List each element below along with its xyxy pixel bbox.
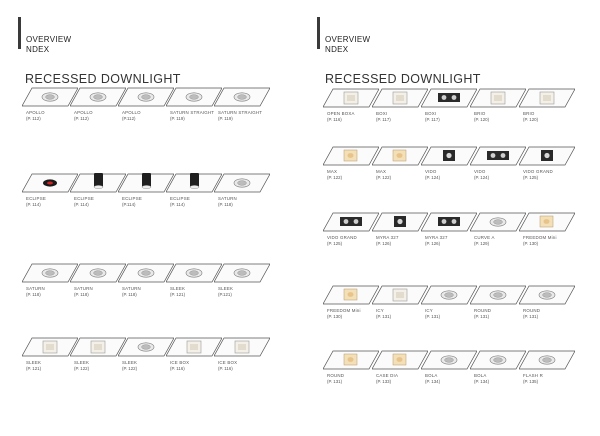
product-page-ref: (P. 116) xyxy=(218,366,233,371)
product-name: APOLLO xyxy=(74,110,93,115)
product-name: ICY xyxy=(425,308,433,313)
product-tile[interactable] xyxy=(421,145,477,185)
product-page-ref: (P.114) xyxy=(122,202,136,207)
product-page-ref: (P. 131) xyxy=(425,314,441,319)
product-name: MAX xyxy=(376,169,387,174)
header-bar xyxy=(317,17,320,49)
product-name: ECLIPSE xyxy=(74,196,94,201)
product-page-ref: (P. 116) xyxy=(327,117,342,122)
product-page-ref: (P. 118) xyxy=(218,202,233,207)
product-name: SATURN xyxy=(218,196,237,201)
product-page-ref: (P. 125) xyxy=(327,241,343,246)
product-name: BOXI xyxy=(425,111,437,116)
header-bar xyxy=(18,17,21,49)
product-name: VIDO xyxy=(425,169,437,174)
product-name: BRIO xyxy=(523,111,535,116)
product-tile[interactable] xyxy=(519,145,575,185)
product-page-ref: (P. 131) xyxy=(474,314,490,319)
product-name: CASE DIA xyxy=(376,373,399,378)
product-name: MYRA 327 xyxy=(376,235,399,240)
product-page-ref: (P. 126) xyxy=(425,241,441,246)
product-tile[interactable] xyxy=(421,87,477,127)
product-page-ref: (P. 124) xyxy=(474,175,490,180)
product-tile[interactable] xyxy=(519,284,575,324)
product-tile[interactable] xyxy=(421,349,477,389)
product-page-ref: (P. 114) xyxy=(74,202,89,207)
product-tile[interactable] xyxy=(372,349,428,389)
product-page-ref: (P. 112) xyxy=(74,116,89,121)
product-page-ref: (P.121) xyxy=(218,292,232,297)
product-name: VIDO GRAND xyxy=(327,235,357,240)
product-page-ref: (P. 117) xyxy=(425,117,440,122)
product-name: SATURN xyxy=(122,286,141,291)
product-tile[interactable] xyxy=(323,211,379,251)
product-name: ROUND xyxy=(327,373,345,378)
product-name: BRIO xyxy=(474,111,486,116)
product-name: SATURN xyxy=(26,286,45,291)
product-tile[interactable] xyxy=(214,172,270,212)
product-page-ref: (P. 126) xyxy=(376,241,392,246)
product-tile[interactable] xyxy=(470,284,526,324)
product-tile[interactable] xyxy=(323,87,379,127)
product-name: MAX xyxy=(327,169,338,174)
product-tile[interactable] xyxy=(214,86,270,126)
product-name: ECLIPSE xyxy=(26,196,46,201)
product-name: FREEDOM Mini xyxy=(523,235,557,240)
product-tile[interactable] xyxy=(323,284,379,324)
product-name: BOXI xyxy=(376,111,388,116)
product-tile[interactable] xyxy=(372,211,428,251)
product-tile[interactable] xyxy=(421,211,477,251)
product-tile[interactable] xyxy=(519,211,575,251)
product-page-ref: (P. 129) xyxy=(474,241,490,246)
product-page-ref: (P. 121) xyxy=(170,292,186,297)
product-name: ROUND xyxy=(523,308,541,313)
product-page-ref: (P. 118) xyxy=(122,292,137,297)
product-name: APOLLO xyxy=(122,110,141,115)
product-name: FLASH R xyxy=(523,373,543,378)
product-name: ECLIPSE xyxy=(122,196,142,201)
header-overview: OVERVIEW xyxy=(325,35,371,44)
product-page-ref: (P. 118) xyxy=(74,292,89,297)
product-name: SATURN STRAIGHT xyxy=(218,110,263,115)
product-page-ref: (P. 112) xyxy=(26,116,41,121)
product-tile[interactable] xyxy=(470,349,526,389)
product-name: SATURN STRAIGHT xyxy=(170,110,215,115)
product-tile[interactable] xyxy=(214,336,270,376)
product-tile[interactable] xyxy=(470,211,526,251)
product-page-ref: (P. 116) xyxy=(170,366,185,371)
product-name: SATURN xyxy=(74,286,93,291)
product-page-ref: (P. 135) xyxy=(523,379,539,384)
product-name: SLEEK xyxy=(26,360,42,365)
product-page-ref: (P. 131) xyxy=(523,314,539,319)
product-name: ROUND xyxy=(474,308,492,313)
product-name: VIDO xyxy=(474,169,486,174)
product-page-ref: (P. 130) xyxy=(523,241,539,246)
product-page-ref: (P. 120) xyxy=(523,117,539,122)
product-tile[interactable] xyxy=(519,87,575,127)
product-page-ref: (P. 117) xyxy=(376,117,391,122)
product-name: OPEN BOXA xyxy=(327,111,355,116)
product-tile[interactable] xyxy=(214,262,270,302)
product-page-ref: (P. 125) xyxy=(523,175,539,180)
product-tile[interactable] xyxy=(323,145,379,185)
product-name: SLEEK xyxy=(170,286,186,291)
section-title: RECESSED DOWNLIGHT xyxy=(25,72,181,86)
product-tile[interactable] xyxy=(323,349,379,389)
product-name: BOLA xyxy=(474,373,487,378)
product-name: ICY xyxy=(376,308,384,313)
product-page-ref: (P. 131) xyxy=(376,314,392,319)
product-page-ref: (P. 122) xyxy=(122,366,138,371)
product-tile[interactable] xyxy=(519,349,575,389)
right-page xyxy=(300,0,600,436)
product-page-ref: (P. 114) xyxy=(26,202,41,207)
product-tile[interactable] xyxy=(372,145,428,185)
product-page-ref: (P. 134) xyxy=(474,379,490,384)
product-page-ref: (P. 124) xyxy=(425,175,441,180)
product-name: SLEEK xyxy=(74,360,90,365)
product-name: VIDO GRAND xyxy=(523,169,553,174)
product-page-ref: (P. 114) xyxy=(170,202,185,207)
product-name: ICE BOX xyxy=(170,360,190,365)
product-tile[interactable] xyxy=(421,284,477,324)
header-index: NDEX xyxy=(325,45,349,54)
product-page-ref: (P.112) xyxy=(122,116,136,121)
product-page-ref: (P. 119) xyxy=(218,116,233,121)
product-page-ref: (P. 133) xyxy=(376,379,392,384)
product-name: ECLIPSE xyxy=(170,196,190,201)
product-page-ref: (P. 122) xyxy=(74,366,90,371)
product-name: SLEEK xyxy=(218,286,234,291)
product-name: MYRA 327 xyxy=(425,235,448,240)
product-name: FREEDOM Mini xyxy=(327,308,361,313)
product-page-ref: (P. 118) xyxy=(26,292,41,297)
header-overview: OVERVIEW xyxy=(26,35,72,44)
product-page-ref: (P. 121) xyxy=(26,366,42,371)
product-tile[interactable] xyxy=(470,87,526,127)
product-page-ref: (P. 131) xyxy=(327,379,343,384)
product-page-ref: (P. 134) xyxy=(425,379,441,384)
product-page-ref: (P. 122) xyxy=(327,175,343,180)
product-name: CURVE A xyxy=(474,235,495,240)
product-page-ref: (P. 122) xyxy=(376,175,392,180)
product-tile[interactable] xyxy=(470,145,526,185)
section-title: RECESSED DOWNLIGHT xyxy=(325,72,481,86)
product-page-ref: (P. 130) xyxy=(327,314,343,319)
header-index: NDEX xyxy=(26,45,50,54)
product-name: BOLA xyxy=(425,373,438,378)
product-name: ICE BOX xyxy=(218,360,238,365)
product-name: SLEEK xyxy=(122,360,138,365)
product-page-ref: (P. 120) xyxy=(474,117,490,122)
product-tile[interactable] xyxy=(372,87,428,127)
product-tile[interactable] xyxy=(372,284,428,324)
product-name: APOLLO xyxy=(26,110,45,115)
product-page-ref: (P. 119) xyxy=(170,116,185,121)
